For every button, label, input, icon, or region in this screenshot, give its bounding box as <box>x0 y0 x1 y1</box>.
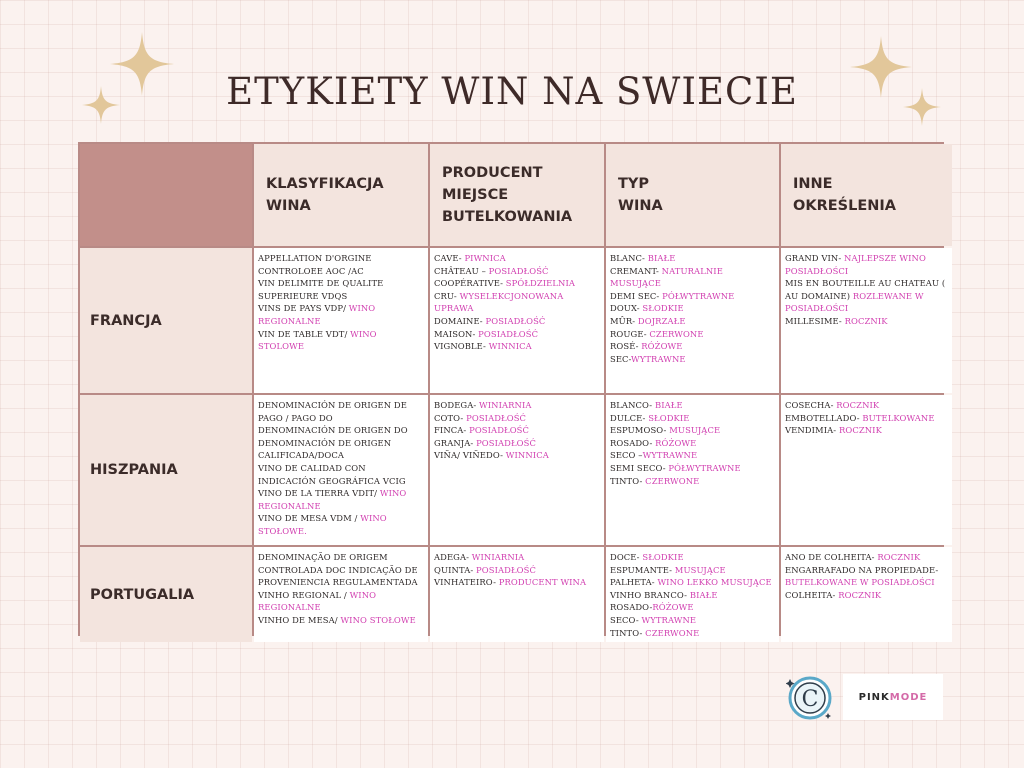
term-original: ENGARRAFADO NA PROPIEDADE- <box>785 564 939 575</box>
term-translation: WINO REGIONALNE <box>258 303 376 326</box>
term-translation: PIWNICA <box>461 253 506 263</box>
term-line <box>610 475 775 488</box>
term-line <box>258 614 424 627</box>
brand-name-part2: MODE <box>889 691 928 703</box>
term-translation: WYTRAWNE <box>642 450 698 461</box>
table-cell <box>606 547 779 642</box>
term-translation: WINNICA <box>503 450 549 461</box>
term-original: APPELLATION D'ORGINE CONTROLOEE AOC /AC <box>258 253 372 276</box>
term-original: FINCA- <box>434 425 467 436</box>
term-original: VINHATEIRO- <box>434 577 496 588</box>
term-translation: POSIADŁOŚĆ <box>473 564 536 575</box>
term-line <box>610 551 775 564</box>
term-translation: WYSELEKCJONOWANA UPRAWA <box>434 290 564 314</box>
term-line <box>610 290 775 303</box>
term-line <box>258 252 424 277</box>
term-line <box>610 576 775 589</box>
term-line <box>610 302 775 315</box>
term-line <box>785 277 948 315</box>
term-translation: RÓŻOWE <box>652 437 697 448</box>
term-line <box>258 328 424 353</box>
term-translation: BIAŁE <box>687 589 718 600</box>
term-line <box>610 437 775 450</box>
term-line <box>610 412 775 425</box>
term-original: MÛR- <box>610 315 636 326</box>
term-translation: WINO REGIONALNE <box>258 589 377 613</box>
term-translation: MUSUJĄCE <box>672 564 726 575</box>
term-original: DULCE- <box>610 412 646 423</box>
country-label: HISZPANIA <box>80 395 252 545</box>
term-line <box>785 551 948 564</box>
term-line <box>434 315 600 328</box>
pinkmode-logo <box>843 674 943 720</box>
term-translation: PRODUCENT WINA <box>496 577 587 588</box>
wine-labels-table <box>78 142 944 636</box>
column-header: INNE OKREŚLENIA <box>781 144 952 246</box>
term-line <box>610 424 775 437</box>
term-translation: WINIARNIA <box>469 552 525 562</box>
term-original: VENDIMIA- <box>785 425 837 436</box>
term-line <box>434 328 600 341</box>
term-original: SECO – <box>610 450 643 461</box>
table-cell <box>781 248 952 393</box>
term-original: VINHO DE MESA/ <box>258 614 338 625</box>
page-title: ETYKIETY WIN NA SWIECIE <box>226 70 798 113</box>
term-line <box>610 399 775 412</box>
term-line <box>610 315 775 328</box>
term-original: DOCE- <box>610 552 640 562</box>
term-line <box>434 265 600 278</box>
term-original: ROSADO- <box>610 602 653 613</box>
term-original: DENOMINACIÓN DE ORIGEN DO <box>258 425 408 436</box>
term-line <box>610 627 775 640</box>
term-original: TINTO- <box>610 627 643 638</box>
term-translation: WINO REGIONALNE <box>258 488 407 511</box>
term-original: DENOMINACIÓN DE ORIGEN CALIFICADA/DOCA <box>258 437 392 461</box>
term-line <box>434 412 600 425</box>
term-original: SEMI SECO- <box>610 462 666 473</box>
term-original: VINS DE PAYS VDP/ <box>258 303 346 314</box>
term-original: COOPÉRATIVE- <box>434 278 504 289</box>
term-line <box>610 328 775 341</box>
term-line <box>258 487 424 512</box>
term-original: BODEGA- <box>434 400 477 410</box>
term-original: VIN DELIMITE DE QUALITE SUPERIEURE VDQS <box>258 278 384 301</box>
term-line <box>434 424 600 437</box>
term-translation: ROCZNIK <box>841 315 888 326</box>
table-cell <box>254 248 428 393</box>
term-translation: RÓŻOWE <box>638 341 683 352</box>
term-line <box>610 252 775 265</box>
term-original: VINHO REGIONAL / <box>258 589 347 600</box>
term-line <box>258 302 424 327</box>
term-line <box>610 589 775 602</box>
term-original: VINO DE MESA VDM / <box>258 513 358 524</box>
term-line <box>258 589 424 614</box>
term-original: DOMAINE- <box>434 315 483 326</box>
term-line <box>610 601 775 614</box>
term-translation: WINIARNIA <box>476 400 532 410</box>
table-cell <box>781 395 952 545</box>
term-line <box>434 277 600 290</box>
table-cell <box>606 395 779 545</box>
table-cell <box>430 248 604 393</box>
term-original: CAVE- <box>434 253 462 263</box>
term-translation: SŁODKIE <box>639 552 684 562</box>
term-translation: SPÓŁDZIELNIA <box>503 278 576 289</box>
term-original: SEC- <box>610 353 632 364</box>
term-translation: CZERWONE <box>646 328 704 339</box>
term-original: ESPUMANTE- <box>610 564 673 575</box>
term-original: ROUGE- <box>610 328 647 339</box>
term-line <box>610 449 775 462</box>
term-translation: POSIADŁOŚĆ <box>482 315 546 326</box>
c-logo-icon <box>786 673 836 723</box>
term-original: MIS EN BOUTEILLE AU CHATEAU ( AU DOMAINE) <box>785 278 946 301</box>
term-line <box>610 340 775 353</box>
term-line <box>785 412 948 425</box>
term-original: DENOMINACIÓN DE ORIGEN DE PAGO / PAGO DO <box>258 400 407 423</box>
country-label: FRANCJA <box>80 248 252 393</box>
term-translation: MUSUJĄCE <box>666 425 721 436</box>
term-original: PALHETA- <box>610 577 655 588</box>
term-original: BLANCO- <box>610 400 653 410</box>
term-original: VINO DE LA TIERRA VDIT/ <box>258 488 378 499</box>
term-line <box>610 353 775 366</box>
term-line <box>434 399 600 412</box>
term-line <box>258 512 424 537</box>
term-original: ROSADO- <box>610 437 653 448</box>
term-translation: POSIADŁOŚĆ <box>466 425 530 436</box>
term-translation: PÓŁWYTRAWNE <box>659 290 735 301</box>
table-cell <box>781 547 952 642</box>
term-translation: WINO STOLOWE <box>258 328 377 352</box>
term-original: COTO- <box>434 412 464 423</box>
term-translation: POSIADŁOŚĆ <box>475 328 539 339</box>
term-original: GRAND VIN- <box>785 253 842 263</box>
column-header: KLASYFIKACJA WINA <box>254 144 428 246</box>
term-original: VINHO BRANCO- <box>610 589 688 600</box>
term-original: QUINTA- <box>434 564 474 575</box>
term-original: MAISON- <box>434 328 476 339</box>
term-original: SECO- <box>610 614 639 625</box>
term-line <box>785 252 948 277</box>
table-corner-cell <box>80 144 252 246</box>
term-line <box>434 437 600 450</box>
term-line <box>434 340 600 353</box>
term-translation: NATURALNIE MUSUJĄCE <box>610 265 723 289</box>
term-original: CHÂTEAU – <box>434 265 486 276</box>
term-translation: BUTELKOWANE <box>859 412 935 423</box>
term-line <box>610 614 775 627</box>
table-cell <box>254 547 428 642</box>
term-original: GRANJA- <box>434 437 474 448</box>
term-line <box>610 462 775 475</box>
table-cell <box>430 547 604 642</box>
term-original: DOUX- <box>610 303 640 314</box>
term-original: DENOMINAÇÃO DE ORIGEM CONTROLADA DOC INDICAÇÃO DE PROVENIENCIA REGULAMENTADA <box>258 552 418 588</box>
term-translation: POSIADŁOŚĆ <box>463 412 527 423</box>
term-line <box>785 564 948 577</box>
term-line <box>258 551 424 589</box>
term-line <box>610 564 775 577</box>
term-translation: NAJLEPSZE WINO POSIADŁOŚCI <box>785 253 926 276</box>
term-original: ADEGA- <box>434 552 470 562</box>
term-translation: WINO LEKKO MUSUJĄCE <box>654 577 772 588</box>
term-translation: ROCZNIK <box>836 425 882 436</box>
term-original: TINTO- <box>610 475 643 486</box>
table-cell <box>606 248 779 393</box>
term-translation: BIAŁE <box>644 253 676 263</box>
term-original: VIN DE TABLE VDT/ <box>258 328 348 339</box>
term-translation: RÓŻOWE <box>652 602 694 613</box>
term-original: VIGNOBLE- <box>434 341 486 352</box>
term-line <box>785 424 948 437</box>
term-translation: ROZLEWANE W POSIADŁOŚCI <box>785 290 924 314</box>
term-translation: SŁODKIE <box>645 412 690 423</box>
table-cell <box>430 395 604 545</box>
term-translation: BIAŁE <box>652 400 683 410</box>
term-original: MILLESIME- <box>785 315 842 326</box>
term-translation: SŁODKIE <box>639 303 684 314</box>
column-header: TYP WINA <box>606 144 779 246</box>
term-original: COSECHA- <box>785 400 834 410</box>
term-line <box>258 399 424 424</box>
term-translation: ROCZNIK <box>833 400 880 410</box>
term-line <box>434 576 600 589</box>
term-translation: BUTELKOWANE W POSIADŁOŚCI <box>785 577 935 588</box>
term-translation: ROCZNIK <box>835 589 882 600</box>
term-original: CRU- <box>434 290 457 301</box>
term-translation: CZERWONE <box>642 627 700 638</box>
term-line <box>434 551 600 564</box>
term-original: VINO DE CALIDAD CON INDICACIÓN GEOGRÁFICA VCIG <box>258 462 406 486</box>
term-original: ROSÉ- <box>610 341 639 352</box>
term-translation: DOJRZAŁE <box>635 315 686 326</box>
logo-letter: C <box>801 687 819 712</box>
term-line <box>785 589 948 602</box>
term-original: VIÑA/ VIÑEDO- <box>434 450 504 461</box>
term-line <box>610 265 775 290</box>
term-translation: ROCZNIK <box>874 552 921 562</box>
term-translation: WINO STOŁOWE <box>337 614 416 625</box>
term-line <box>258 424 424 437</box>
term-translation: WYTRAWNE <box>638 614 697 625</box>
term-line <box>434 252 600 265</box>
term-original: EMBOTELLADO- <box>785 412 860 423</box>
country-label: PORTUGALIA <box>80 547 252 642</box>
term-original: DEMI SEC- <box>610 290 660 301</box>
table-cell <box>254 395 428 545</box>
term-translation: WINNICA <box>485 341 532 352</box>
term-translation: PÓŁWYTRAWNE <box>665 462 741 473</box>
term-line <box>434 564 600 577</box>
term-translation: WYTRAWNE <box>631 353 686 364</box>
term-line <box>258 437 424 462</box>
column-header: PRODUCENT MIEJSCE BUTELKOWANIA <box>430 144 604 246</box>
brand-name-part1: PINK <box>858 691 890 703</box>
term-original: BLANC- <box>610 253 645 263</box>
term-translation: POSIADŁOŚĆ <box>485 265 549 276</box>
term-translation: WINO STOŁOWE. <box>258 513 387 536</box>
term-original: ESPUMOSO- <box>610 425 667 436</box>
term-line <box>785 576 948 589</box>
term-line <box>258 277 424 302</box>
term-line <box>434 449 600 462</box>
term-translation: POSIADŁOŚĆ <box>473 437 536 448</box>
term-original: ANO DE COLHEITA- <box>785 552 875 562</box>
term-original: CREMANT- <box>610 265 659 276</box>
term-line <box>434 290 600 315</box>
term-line <box>258 462 424 487</box>
term-original: COLHEITA- <box>785 589 836 600</box>
term-line <box>785 399 948 412</box>
term-line <box>785 315 948 328</box>
term-translation: CZERWONE <box>642 475 700 486</box>
